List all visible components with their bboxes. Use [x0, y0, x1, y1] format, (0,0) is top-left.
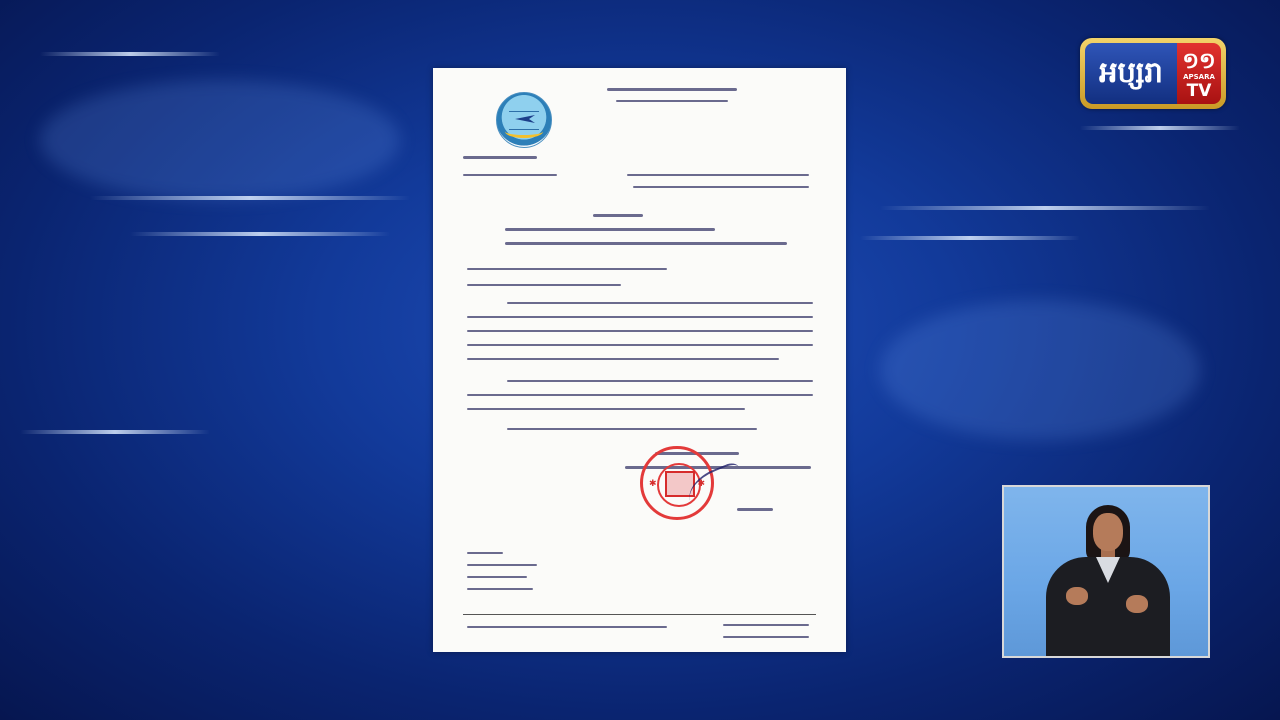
letter-subheading — [616, 100, 728, 102]
sign-language-interpreter-inset — [1002, 485, 1210, 658]
letter-cc-heading — [467, 552, 503, 554]
light-streak — [130, 232, 390, 236]
letter-body-line — [467, 330, 813, 332]
letter-footer-address — [467, 626, 667, 628]
letter-body-line — [467, 316, 813, 318]
letter-place-date — [633, 186, 809, 188]
background-haze — [40, 80, 400, 200]
channel-number: ១១ — [1182, 49, 1216, 74]
letter-organization — [463, 156, 537, 159]
light-streak — [20, 430, 210, 434]
letter-recipient-1 — [505, 228, 715, 231]
cambodia-post-logo — [496, 92, 552, 148]
light-streak — [860, 236, 1080, 240]
letter-cc-item — [467, 576, 527, 578]
letter-cc-item — [467, 588, 533, 590]
light-streak — [880, 206, 1210, 210]
letter-recipient-2 — [505, 242, 787, 245]
channel-tv: TV — [1186, 81, 1212, 101]
letter-closing — [507, 428, 757, 430]
letter-heading — [607, 88, 737, 91]
letter-subject — [467, 268, 667, 270]
letter-body-line — [507, 380, 813, 382]
letter-signer-name — [737, 508, 773, 511]
scanned-letter — [433, 68, 846, 652]
light-streak — [1080, 126, 1240, 130]
letter-body-line — [507, 302, 813, 304]
channel-logo — [1080, 38, 1226, 109]
letter-footer-phone — [723, 624, 809, 626]
letter-footer-fax — [723, 636, 809, 638]
letter-body-line — [467, 408, 745, 410]
letter-date — [627, 174, 809, 176]
channel-sub: APSARA — [1183, 73, 1215, 81]
letter-number — [463, 174, 557, 176]
channel-khmer-name: អប្សរា — [1099, 55, 1163, 89]
letter-body-line — [467, 358, 779, 360]
background-haze — [880, 300, 1200, 440]
letter-cc-item — [467, 564, 537, 566]
letter-body-line — [467, 344, 813, 346]
letter-recipient-heading — [593, 214, 643, 217]
letter-body-line — [467, 394, 813, 396]
official-stamp: ✱ ✱ — [640, 446, 714, 520]
light-streak — [40, 52, 220, 56]
footer-divider — [463, 614, 816, 615]
letter-reference — [467, 284, 621, 286]
light-streak — [90, 196, 410, 200]
